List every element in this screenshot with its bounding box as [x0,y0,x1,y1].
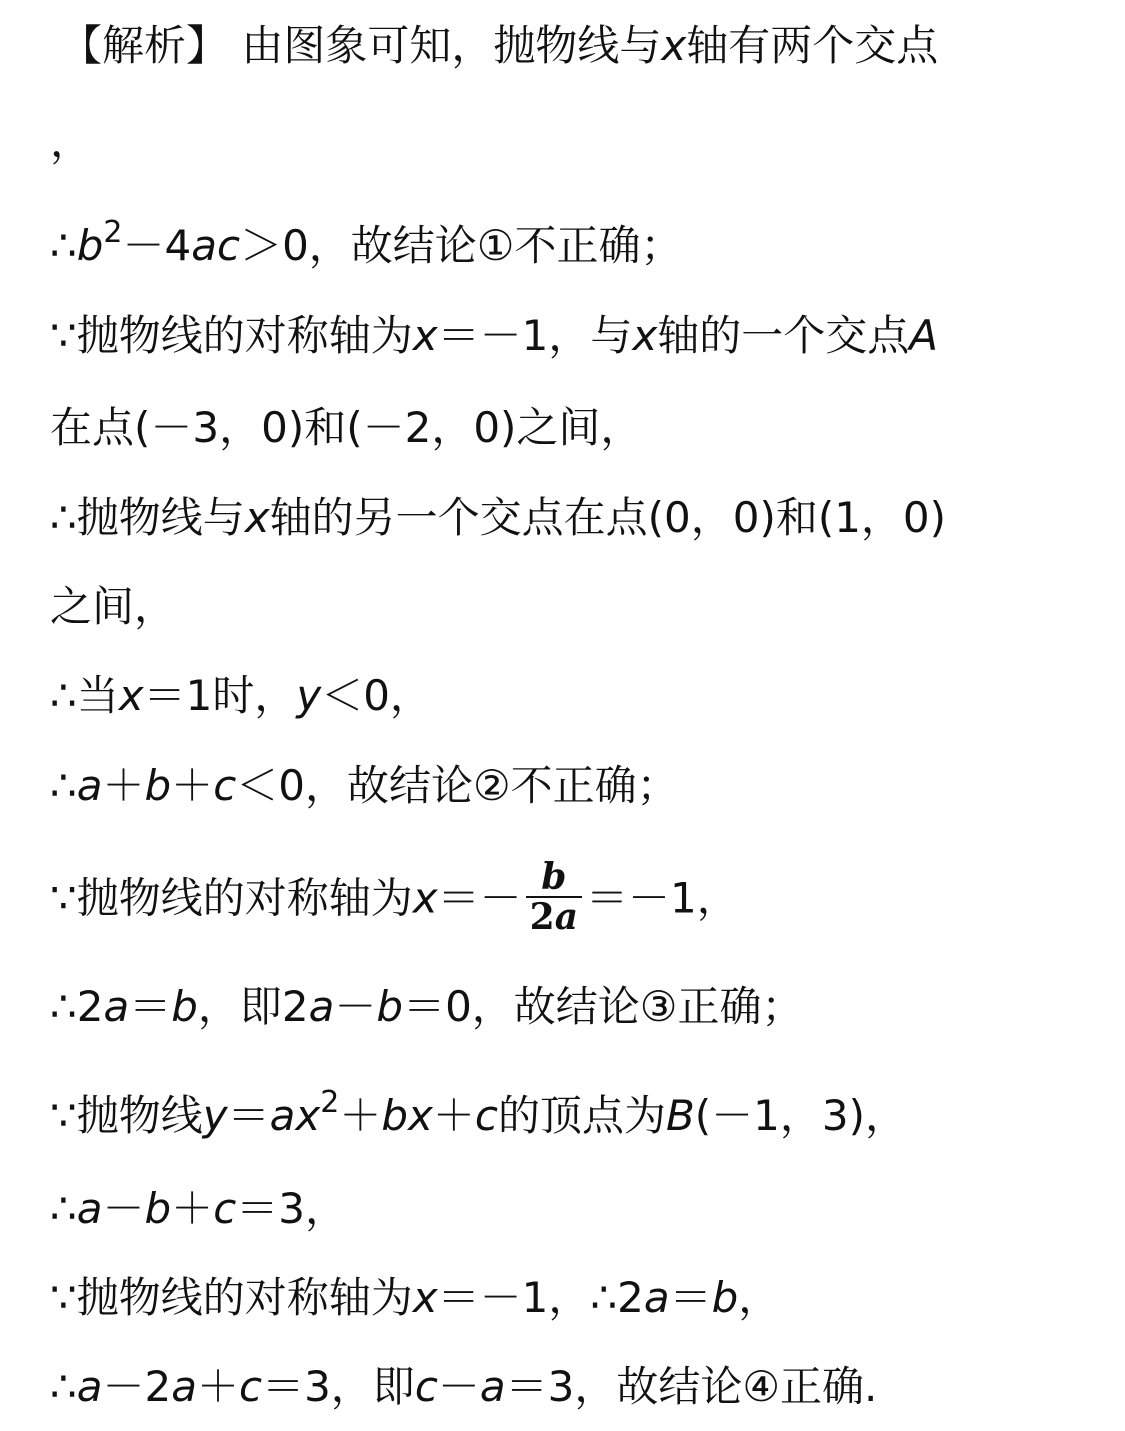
text-span: ＞0，故结论①不正确； [240,221,683,270]
text-span: ＝－ [437,873,522,923]
analysis-line-14 [50,1274,780,1322]
text-span: 轴的一个交点 [657,311,910,360]
analysis-line-6 [50,494,946,542]
exponent: 2 [103,215,123,250]
var-x: x [412,873,438,923]
therefore-symbol: ∴ [50,1184,77,1233]
var-a: a [479,1362,506,1411]
text-span: ＝1时， [143,671,297,720]
var-b: b [711,1273,739,1322]
analysis-line-9 [50,762,679,810]
analysis-line-8 [50,672,432,720]
text-span: ＝－1，与 [437,311,633,360]
text-span: ＋ [432,1091,475,1140]
text-span: ＝ [129,982,172,1031]
var-b: b [376,982,404,1031]
text-span: 由图象可知，抛物线与 [228,21,662,70]
text-span: －4 [122,221,192,270]
var-x: x [632,311,658,360]
text-span: 轴的另一个交点在点(0，0)和(1，0) [269,493,947,542]
var-A: A [909,311,938,360]
analysis-line-13 [50,1185,347,1233]
text-span: ，即2 [197,982,309,1031]
text-span: ＋ [171,761,214,810]
therefore-symbol: ∴ [50,761,77,810]
analysis-bracket: 【解析】 [60,21,229,70]
fraction-b-over-2a [526,858,582,936]
analysis-line-11 [50,983,803,1031]
var-c: c [414,1362,438,1411]
therefore-symbol: ∴ [50,493,77,542]
text-span: 在点(－3，0)和(－2，0)之间， [50,403,643,452]
therefore-symbol: ∴ [50,221,77,270]
var-a: a [76,1184,103,1233]
because-symbol: ∵ [50,1091,77,1140]
text-span: － [437,1362,480,1411]
analysis-line-4 [50,312,938,360]
var-b: b [76,221,104,270]
text-span: 轴有两个交点 [686,21,939,70]
var-c: c [238,1362,263,1411]
text-span: ＝－1， [437,1273,591,1322]
text-span: ＋ [102,761,145,810]
text-span: 抛物线的对称轴为 [76,311,413,360]
analysis-line-10 [50,856,739,940]
text-span: ＝－1， [586,873,739,923]
text-span: 当 [76,671,119,720]
text-span: 抛物线 [76,1091,203,1140]
text-span: ， [738,1273,781,1322]
var-ac: ac [191,221,241,270]
var-a: a [76,1362,103,1411]
var-b: b [171,982,198,1031]
var-a: a [643,1273,670,1322]
var-c: c [474,1091,498,1140]
text-span: ＋ [171,1184,214,1233]
analysis-line-12 [50,1085,908,1140]
analysis-line-2 [50,118,92,166]
text-span: 2 [529,896,555,938]
text-span: ＋ [196,1362,239,1411]
text-span: ， [50,117,93,166]
text-span: ＝ [227,1091,270,1140]
text-span: 之间， [50,582,177,631]
text-span: (－1，3)， [694,1091,908,1140]
analysis-line-7 [50,583,176,631]
text-span: ＝0，故结论③正确； [403,982,804,1031]
because-symbol: ∵ [50,873,77,923]
text-span: ＝3，即 [262,1362,415,1411]
var-a: a [554,896,579,938]
var-y: y [202,1091,228,1140]
var-c: c [213,761,237,810]
text-span: 2 [76,982,104,1031]
text-span: 2 [617,1273,644,1322]
analysis-line-5 [50,404,642,452]
text-span: 抛物线的对称轴为 [76,1273,413,1322]
var-a: a [308,982,335,1031]
fraction-numerator [526,858,582,898]
var-y: y [296,671,322,720]
text-span: 的顶点为 [497,1091,666,1140]
therefore-symbol: ∴ [590,1273,618,1322]
text-span: ＝ [669,1273,712,1322]
text-span: －2 [102,1362,172,1411]
var-b: b [144,1184,172,1233]
var-c: c [213,1184,237,1233]
therefore-symbol: ∴ [50,1362,77,1411]
var-B: B [665,1091,695,1140]
text-span: － [334,982,377,1031]
text-span: ＝3，故结论④正确. [505,1362,878,1411]
fraction-denominator [526,898,582,936]
var-x: x [412,311,438,360]
var-bx: bx [381,1091,433,1140]
var-b: b [144,761,172,810]
analysis-line-3 [50,215,683,270]
text-span: ＜0， [321,671,432,720]
text-span: － [102,1184,145,1233]
text-span: ＋ [339,1091,382,1140]
exponent: 2 [320,1085,340,1120]
text-span: ＜0，故结论②不正确； [236,761,679,810]
var-a: a [103,982,130,1031]
var-a: a [76,761,103,810]
var-x: x [412,1273,438,1322]
text-span: 抛物线的对称轴为 [76,873,413,923]
var-x: x [244,493,270,542]
therefore-symbol: ∴ [50,982,77,1031]
because-symbol: ∵ [50,1273,77,1322]
text-span: 抛物线与 [76,493,245,542]
analysis-line-1 [60,22,938,70]
var-b: b [541,856,567,898]
var-x: x [118,671,144,720]
text-span: ＝3， [236,1184,348,1233]
var-a: a [171,1362,197,1411]
because-symbol: ∵ [50,311,77,360]
var-ax: ax [269,1091,321,1140]
analysis-line-15 [50,1363,877,1411]
therefore-symbol: ∴ [50,671,77,720]
var-x: x [661,21,687,70]
